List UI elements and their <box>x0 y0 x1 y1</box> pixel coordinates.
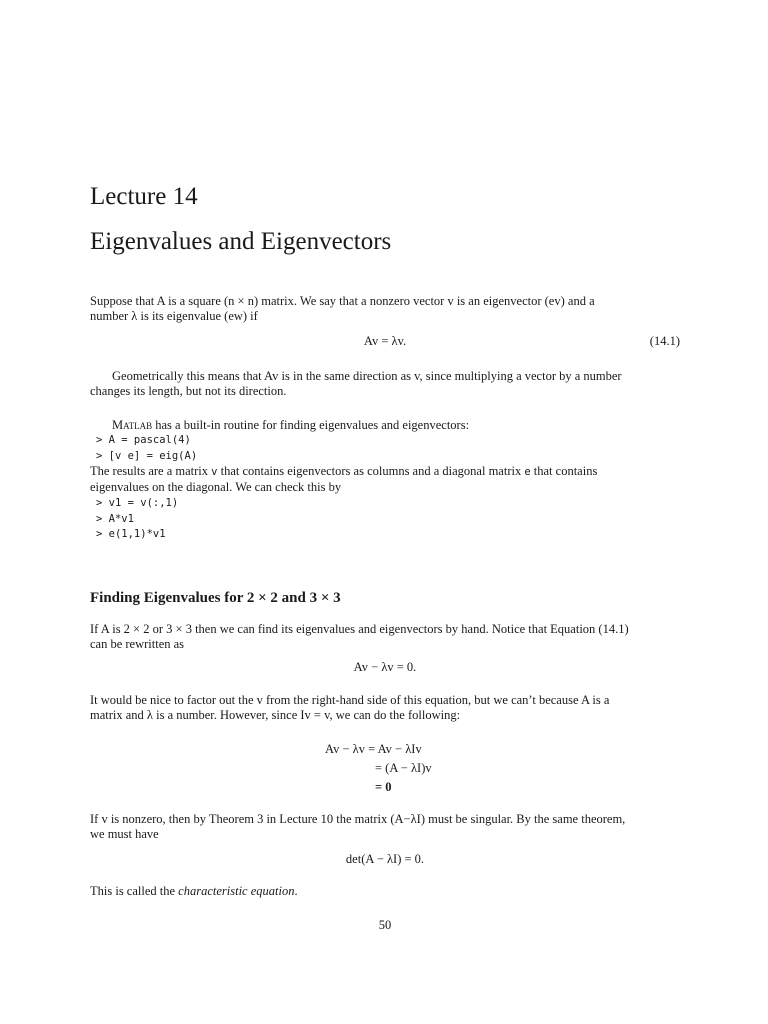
results-text: The results are a matrix <box>90 464 212 478</box>
page-title: Eigenvalues and Eigenvectors <box>90 228 392 255</box>
align-line-2: = (A − λI)v <box>375 761 432 775</box>
aligned-equations <box>325 740 525 800</box>
equation-14-1 <box>90 334 680 349</box>
intro-line-2: number λ is its eigenvalue (ew) if <box>90 309 258 323</box>
finding-line-2: can be rewritten as <box>90 637 185 651</box>
code-block-2 <box>96 496 178 543</box>
intro-paragraph <box>90 294 680 324</box>
geometric-line-1: Geometrically this means that Av is in the same direction as v, since multiplying a vector by a number <box>112 369 622 383</box>
matlab-word: Matlab <box>112 418 153 432</box>
code-line: > A = pascal(4) <box>96 434 191 446</box>
equation-rewritten: Av − λv = 0. <box>353 660 417 674</box>
geometric-paragraph <box>90 369 680 399</box>
lecture-number: Lecture 14 <box>90 183 198 210</box>
matlab-intro <box>90 418 680 433</box>
equation-number: (14.1) <box>649 334 680 348</box>
closing-line <box>90 884 680 899</box>
results-line-2: eigenvalues on the diagonal. We can check this by <box>90 480 342 494</box>
results-paragraph <box>90 464 680 495</box>
inline-code-e: e <box>524 466 531 478</box>
intro-line-1: Suppose that A is a square (n × n) matrix. We say that a nonzero vector v is an eigenvector (ev) and a <box>90 294 595 308</box>
align-line-3: = 0 <box>375 780 392 794</box>
term-characteristic-equation: characteristic equation <box>178 884 295 898</box>
closing-text: This is called the <box>90 884 179 898</box>
section-heading: Finding Eigenvalues for 2 × 2 and 3 × 3 <box>90 590 341 606</box>
results-line-1 <box>90 464 680 480</box>
inline-code-v: v <box>211 466 218 478</box>
characteristic-equation: det(A − λI) = 0. <box>345 852 425 866</box>
finding-paragraph <box>90 622 680 652</box>
singular-line-1: If v is nonzero, then by Theorem 3 in Lecture 10 the matrix (A−λI) must be singular. By the same theorem, <box>90 812 626 826</box>
closing-punct: . <box>294 884 298 898</box>
code-line: > e(1,1)*v1 <box>96 528 166 540</box>
page-number: 50 <box>378 918 392 932</box>
singular-paragraph <box>90 812 680 842</box>
code-line: > A*v1 <box>96 512 134 525</box>
code-line: > [v e] = eig(A) <box>96 449 198 462</box>
align-line-1: Av − λv = Av − λIv <box>325 742 422 756</box>
matlab-intro-rest: has a built-in routine for finding eigenvalues and eigenvectors: <box>152 418 470 432</box>
results-text: that contains eigenvectors as columns and a diagonal matrix <box>217 464 525 478</box>
geometric-line-2: changes its length, but not its direction. <box>90 384 287 398</box>
finding-line-1: If A is 2 × 2 or 3 × 3 then we can find its eigenvalues and eigenvectors by hand. Notice that Equation (14.1) <box>90 622 629 636</box>
factor-paragraph <box>90 693 680 723</box>
code-line: > v1 = v(:,1) <box>96 497 179 509</box>
factor-line-2: matrix and λ is a number. However, since Iv = v, we can do the following: <box>90 708 461 722</box>
page-content <box>90 0 680 1024</box>
code-block-1 <box>96 433 197 464</box>
results-text: that contains <box>530 464 598 478</box>
equation-text: Av = λv. <box>363 334 407 348</box>
singular-line-2: we must have <box>90 827 159 841</box>
factor-line-1: It would be nice to factor out the v from the right-hand side of this equation, but we can’t because A is a <box>90 693 610 707</box>
